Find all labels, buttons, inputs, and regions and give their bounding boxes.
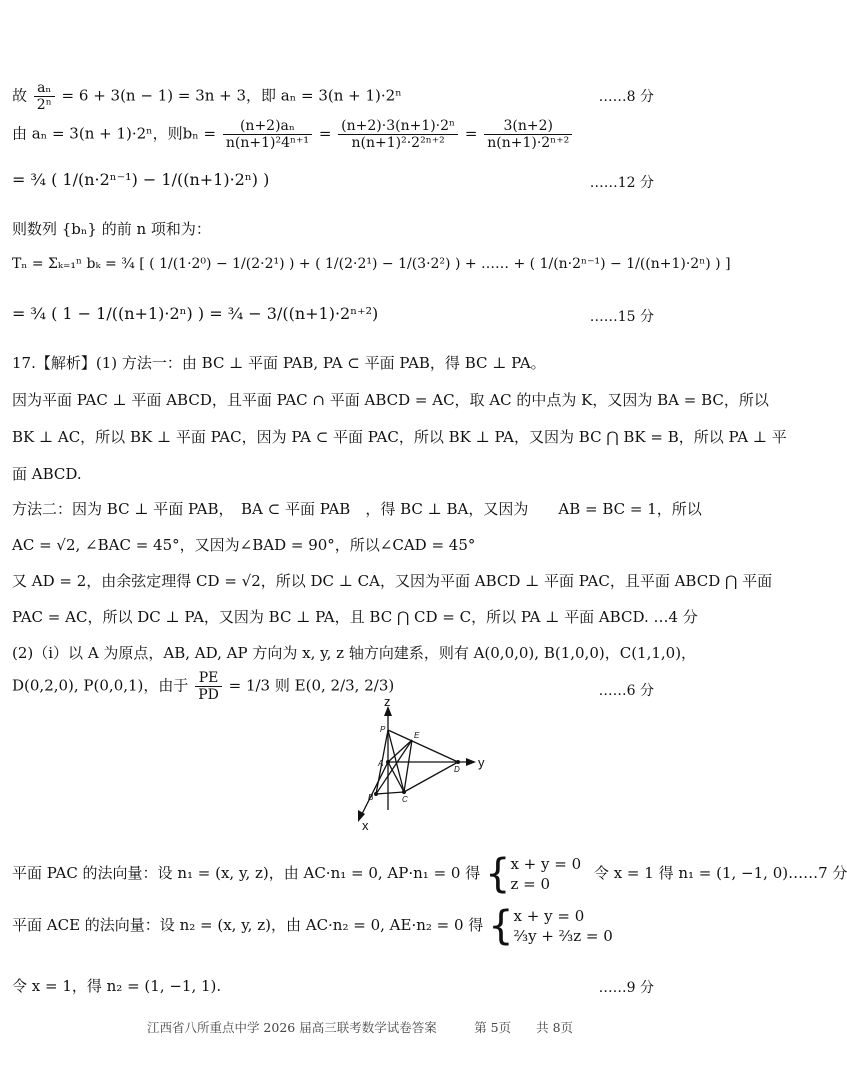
n2-result-line: 令 x = 1，得 n₂ = (1, −1, 1). [12, 977, 222, 995]
pyramid-figure [340, 694, 490, 833]
text-line-sum-intro: 则数列 {bₙ} 的前 n 项和为： [12, 220, 211, 238]
label-y: y [478, 755, 485, 770]
normal-vector-ace: 平面 ACE 的法向量：设 n₂ = (x, y, z)，由 AC·n₂ = 0, AE·n₂ = 0 得 { x + y = 0 ⅔y + ⅔z = 0 [12, 903, 613, 949]
fraction-an-over-2n: $\frac{\text{aₙ}}{\text{2ⁿ}}$ [34, 80, 55, 113]
normal-vector-pac: 平面 PAC 的法向量：设 n₁ = (x, y, z)，由 AC·n₁ = 0, AP·n₁ = 0 得 { x + y = 0 z = 0 令 x = 1 得 n₁ = (1, −1, 0)……7 分 [12, 851, 847, 897]
label-P: P [380, 725, 386, 734]
p17-line-8: PAC = AC，所以 DC ⊥ PA，又因为 BC ⊥ PA，且 BC ⋂ CD = C，所以 PA ⊥ 平面 ABCD. …4 分 [12, 608, 698, 626]
point-C [402, 790, 406, 794]
brace-icon: { [488, 903, 514, 949]
fraction-b2: $\frac{\text{(n+2)·3(n+1)·2ⁿ}}{\text{n(n+1)²·2²ⁿ⁺²}}$ [338, 118, 458, 151]
edge-PC [388, 730, 404, 792]
edge-AC [388, 762, 404, 792]
p17-line-1: 17.【解析】(1) 方法一：由 BC ⊥ 平面 PAB, PA ⊂ 平面 PAB，得 BC ⊥ PA。 [12, 354, 546, 372]
p17-line-6: AC = √2, ∠BAC = 45°，又因为∠BAD = 90°，所以∠CAD = 45° [12, 536, 476, 554]
p17-line-10: D(0,2,0), P(0,0,1)，由于 $\frac{PE}{PD}$ = 1/3 则 E(0, 2/3, 2/3) [12, 670, 395, 703]
edge-BC [376, 792, 404, 794]
p17-line-5: 方法二：因为 BC ⊥ 平面 PAB， BA ⊂ 平面 PAB ，得 BC ⊥ BA，又因为 AB = BC = 1，所以 [12, 500, 702, 518]
point-A [386, 760, 390, 764]
p17-line-7: 又 AD = 2，由余弦定理得 CD = √2，所以 DC ⊥ CA，又因为平面 ABCD ⊥ 平面 PAC，且平面 ABCD ⋂ 平面 [12, 572, 773, 590]
score-6: ……6 分 [598, 683, 654, 699]
fraction-b3: $\frac{3(n+2)}{\text{n(n+1)·2ⁿ⁺²}}$ [484, 118, 572, 151]
eq-line-1: 故 $\frac{\text{aₙ}}{\text{2ⁿ}}$ = 6 + 3(n − 1) = 3n + 3，即 aₙ = 3(n + 1)·2ⁿ [12, 80, 402, 113]
edge-EC [404, 740, 412, 792]
p17-line-9: (2)（i）以 A 为原点，AB, AD, AP 方向为 x, y, z 轴方向建系，则有 A(0,0,0), B(1,0,0)，C(1,1,0)， [12, 644, 697, 662]
score-8: ……8 分 [598, 89, 654, 105]
score-12: ……12 分 [589, 175, 654, 191]
point-B [374, 792, 378, 796]
score-9: ……9 分 [598, 980, 654, 996]
label-x: x [362, 818, 369, 833]
page-footer: 江西省八所重点中学 2026 届高三联考数学试卷答案 第 5页 共 8页 [146, 1020, 574, 1035]
brace-icon: { [485, 851, 511, 897]
edge-PD [388, 730, 458, 762]
label-A: A [378, 759, 384, 768]
p17-line-3: BK ⊥ AC，所以 BK ⊥ 平面 PAC，因为 PA ⊂ 平面 PAC，所以 BK ⊥ PA，又因为 BC ⋂ BK = B，所以 PA ⊥ 平 [12, 428, 787, 446]
label-D: D [454, 765, 460, 774]
fraction-pe-pd: $\frac{PE}{PD}$ [195, 670, 222, 703]
x-axis [360, 762, 388, 818]
p17-line-4: 面 ABCD. [12, 465, 82, 483]
eq-line-3: = ¾ ( 1/(n·2ⁿ⁻¹) − 1/((n+1)·2ⁿ) ) [12, 170, 270, 189]
label-z: z [384, 694, 391, 709]
eq-line-2: 由 aₙ = 3(n + 1)·2ⁿ，则bₙ = $\frac{\text{(n+2)aₙ}}{\text{n(n+1)²4ⁿ⁺¹}}$ = $\frac{\text{(n+2)·3(n+1)·2ⁿ}}{\text{n(n+1)²·2²ⁿ⁺²}}$ = $\frac{3(n+2)}{\text{n(n+1)·2ⁿ⁺²}}$ [12, 118, 574, 151]
label-E: E [414, 731, 420, 740]
label-B: B [368, 793, 374, 802]
p17-line-2: 因为平面 PAC ⊥ 平面 ABCD，且平面 PAC ∩ 平面 ABCD = AC，取 AC 的中点为 K，又因为 BA = BC，所以 [12, 391, 769, 409]
eq-line-tn: Tₙ = Σₖ₌₁ⁿ bₖ = ¾ [ ( 1/(1·2⁰) − 1/(2·2¹) ) + ( 1/(2·2¹) − 1/(3·2²) ) + …… + ( 1/(n·2ⁿ⁻¹) − 1/((n+1)·2ⁿ) ) ] [12, 256, 731, 272]
system-n2: x + y = 0 ⅔y + ⅔z = 0 [513, 907, 613, 945]
score-15: ……15 分 [589, 309, 654, 325]
label-C: C [402, 795, 408, 804]
eq-line-6: = ¾ ( 1 − 1/((n+1)·2ⁿ) ) = ¾ − 3/((n+1)·2ⁿ⁺²) [12, 304, 379, 323]
y-arrow-icon [466, 758, 476, 766]
point-D [456, 760, 460, 764]
fraction-b1: $\frac{\text{(n+2)aₙ}}{\text{n(n+1)²4ⁿ⁺¹}}$ [223, 118, 312, 151]
edge-CD [404, 762, 458, 792]
system-n1: x + y = 0 z = 0 [510, 855, 582, 893]
